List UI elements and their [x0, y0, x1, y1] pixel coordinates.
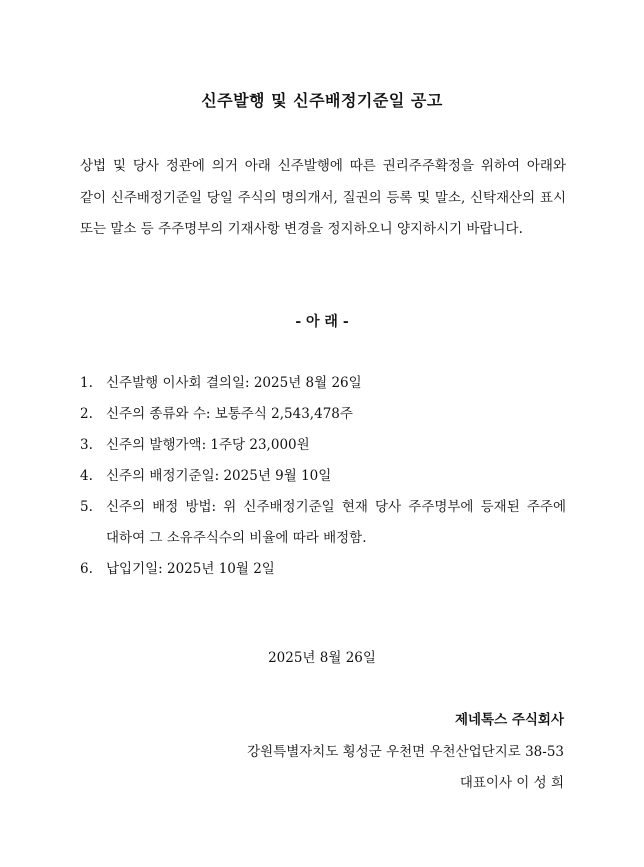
notice-body: 상법 및 당사 정관에 의거 아래 신주발행에 따른 권리주주확정을 위하여 아래와 같이 신주배정기준일 당일 주식의 명의개서, 질권의 등록 및 말소, 신탁재산의 표시 또는 말소 등 주주명부의 기재사항 변경을 정지하오니 양지하시기 바랍니다.: [80, 158, 566, 237]
list-item: [80, 554, 566, 585]
item-number: 3.: [80, 437, 93, 453]
item-number: 6.: [80, 561, 93, 577]
document-title: 신주발행 및 신주배정기준일 공고: [201, 91, 443, 110]
item-text: 신주의 종류와 수: 보통주식 2,543,478주: [106, 406, 353, 422]
item-text: 신주발행 이사회 결의일: 2025년 8월 26일: [106, 375, 362, 391]
signature-block: [247, 705, 564, 800]
item-text: 납입기일: 2025년 10월 2일: [106, 561, 275, 577]
notice-items-list: [80, 368, 566, 585]
list-item: [80, 399, 566, 430]
notice-heading: - 아 래 -: [295, 314, 349, 330]
list-item: [80, 492, 566, 554]
item-number: 5.: [80, 499, 93, 515]
item-text: 신주의 배정기준일: 2025년 9월 10일: [106, 468, 332, 484]
item-number: 1.: [80, 375, 93, 391]
list-item: [80, 461, 566, 492]
company-name: 제네톡스 주식회사: [454, 712, 564, 728]
list-item: [80, 430, 566, 461]
item-number: 2.: [80, 406, 93, 422]
notice-date: 2025년 8월 26일: [268, 650, 376, 666]
representative-name: 대표이사 이 성 희: [459, 775, 564, 791]
item-text: 신주의 배정 방법: 위 신주배정기준일 현재 당사 주주명부에 등재된 주주에 대하여 그 소유주식수의 비율에 따라 배정함.: [106, 499, 566, 546]
item-text: 신주의 발행가액: 1주당 23,000원: [106, 437, 310, 453]
item-number: 4.: [80, 468, 93, 484]
list-item: [80, 368, 566, 399]
company-address: 강원특별자치도 횡성군 우천면 우천산업단지로 38-53: [247, 743, 564, 760]
